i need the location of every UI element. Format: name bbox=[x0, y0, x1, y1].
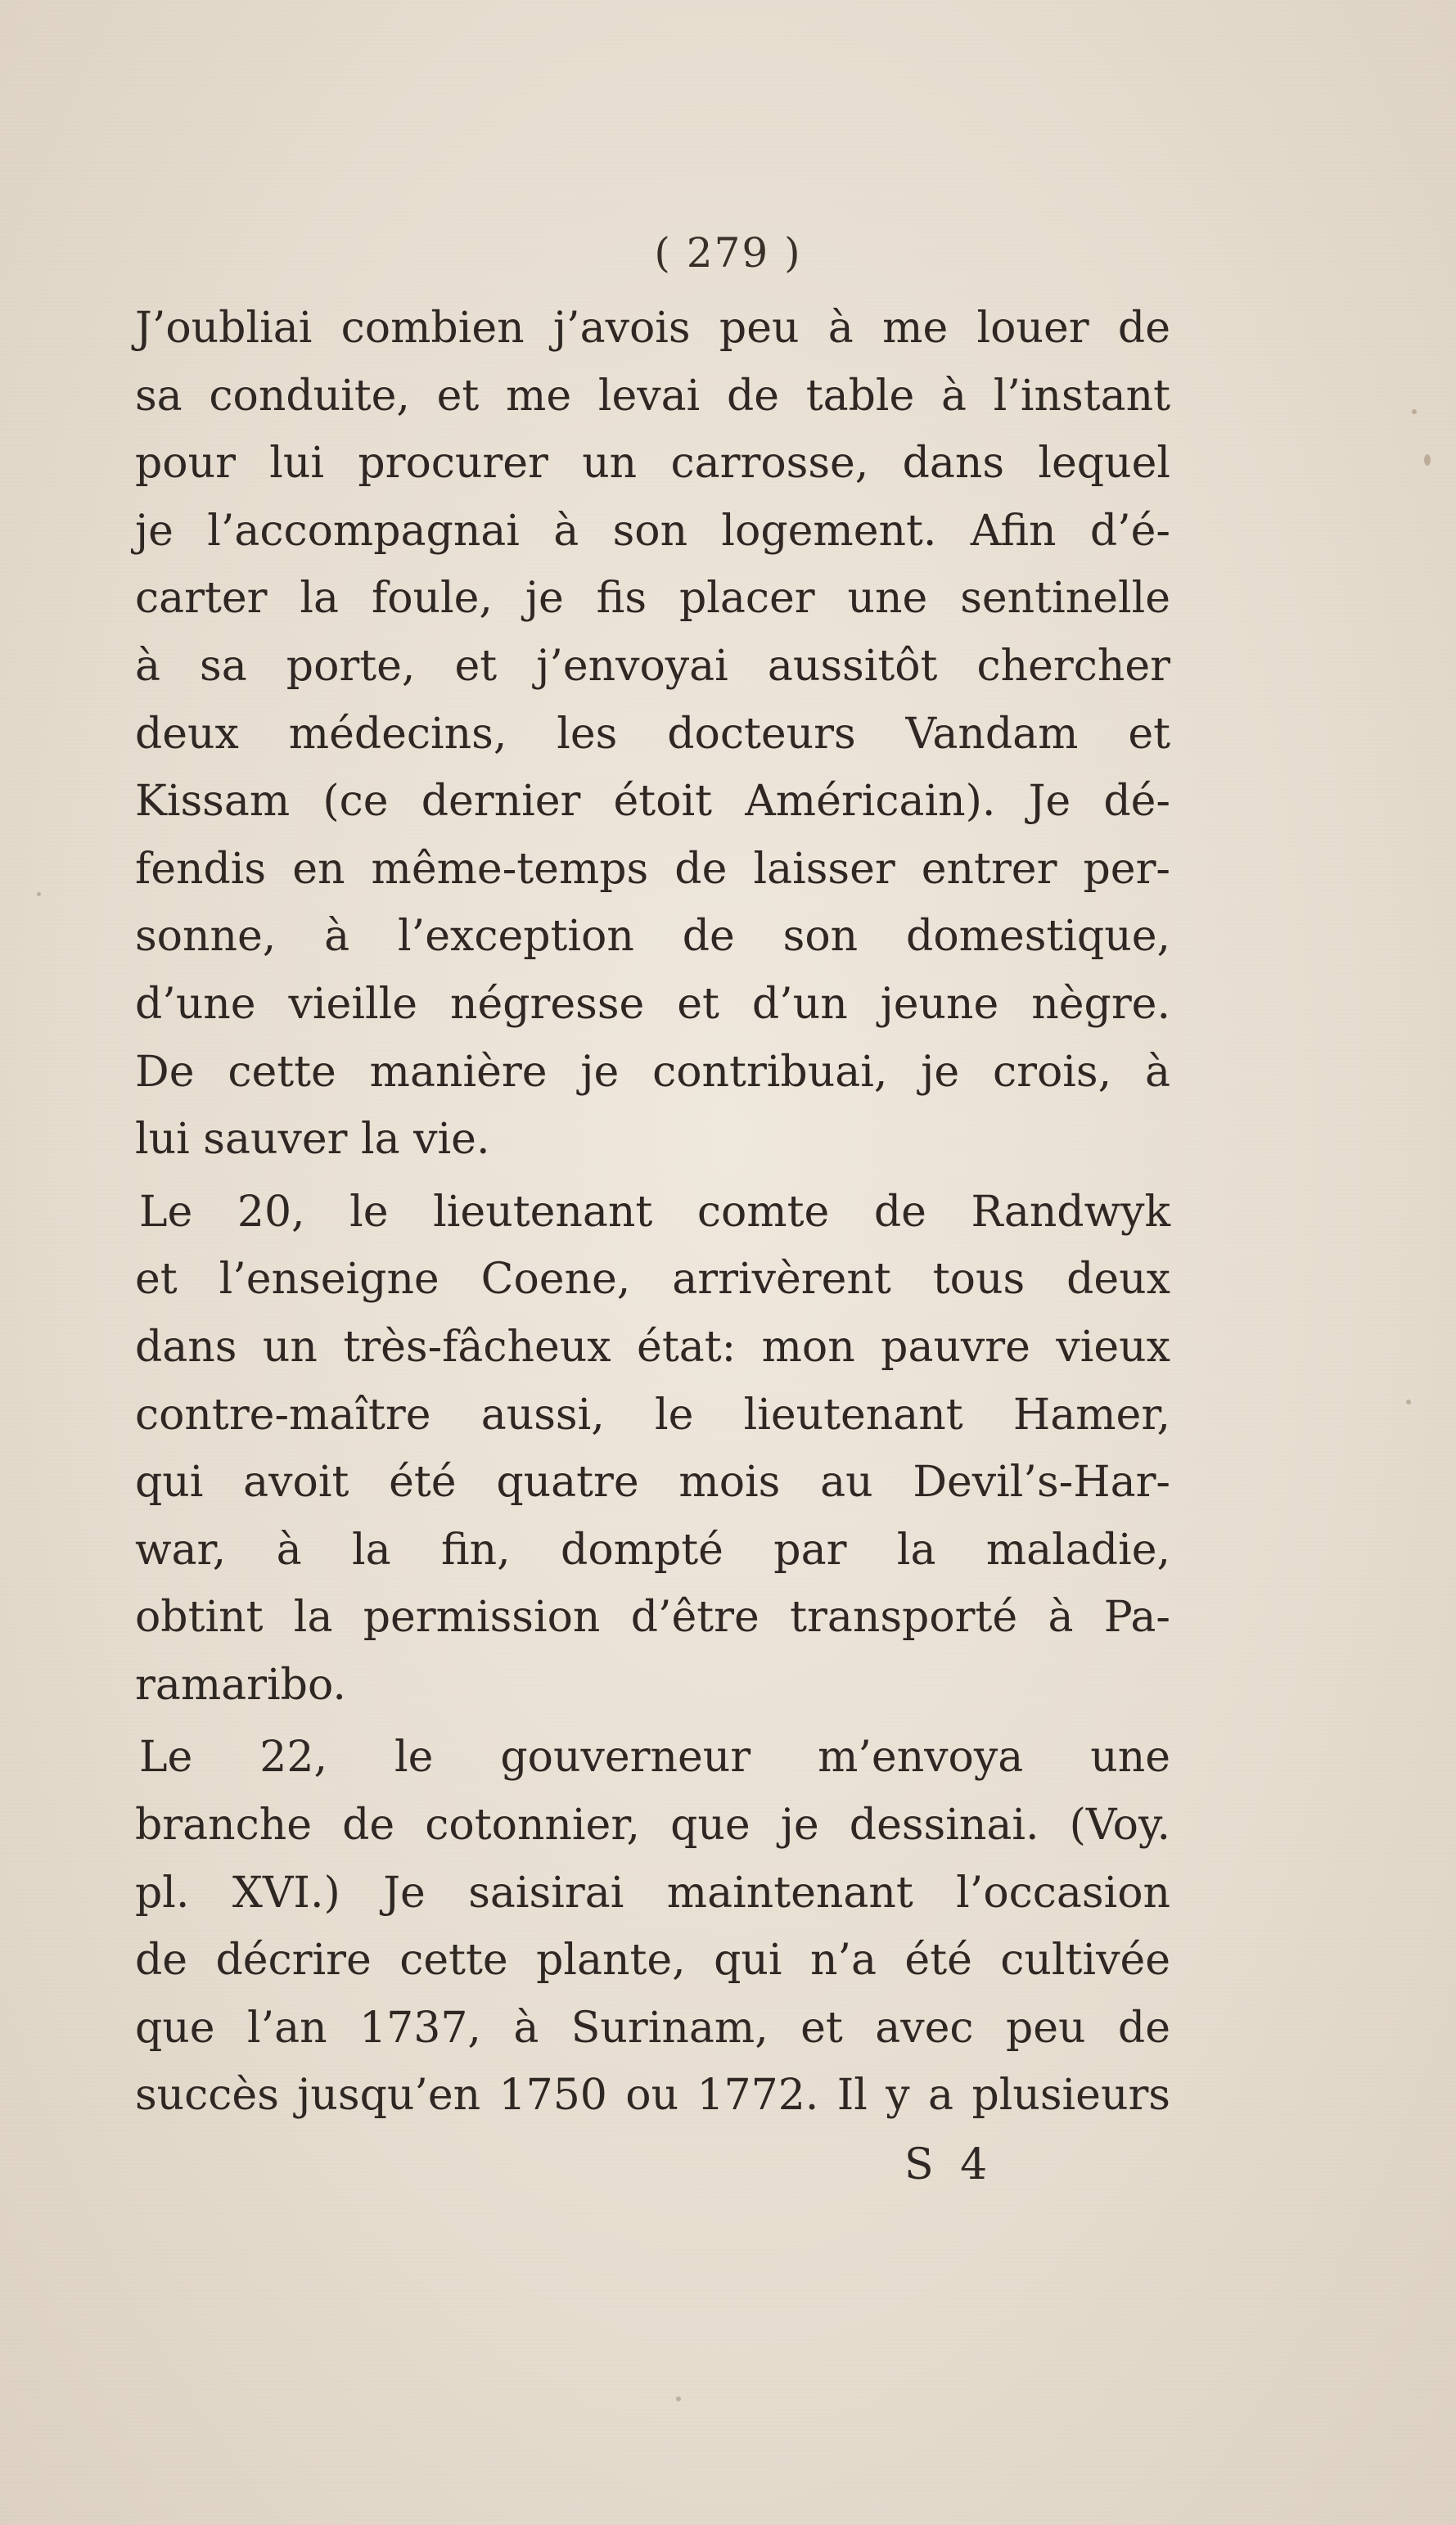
text-line: que l’an 1737, à Surinam, et avec peu de bbox=[135, 2003, 1170, 2053]
signature-mark: S 4 bbox=[904, 2140, 994, 2189]
text-line: Le 22, le gouverneur m’envoya une bbox=[139, 1733, 1170, 1783]
paragraph bbox=[135, 1724, 1170, 2130]
paragraph bbox=[135, 1179, 1170, 1720]
foxing-spot bbox=[1412, 409, 1417, 414]
text-line: war, à la fin, dompté par la maladie, bbox=[135, 1525, 1170, 1575]
foxing-spot bbox=[1424, 454, 1431, 466]
text-line: dans un très-fâcheux état: mon pauvre vieux bbox=[135, 1322, 1170, 1372]
foxing-spot bbox=[37, 892, 41, 896]
text-line: lui sauver la vie. bbox=[135, 1115, 490, 1165]
text-line: de décrire cette plante, qui n’a été cultivée bbox=[135, 1936, 1170, 1986]
text-line: sa conduite, et me levai de table à l’instant bbox=[135, 371, 1170, 421]
text-line: succès jusqu’en 1750 ou 1772. Il y a plusieurs bbox=[135, 2071, 1170, 2121]
text-line: carter la foule, je fis placer une sentinelle bbox=[135, 574, 1170, 624]
text-line: Kissam (ce dernier étoit Américain). Je dé- bbox=[135, 777, 1170, 827]
text-line: branche de cotonnier, que je dessinai. (Voy. bbox=[135, 1801, 1170, 1851]
text-line: qui avoit été quatre mois au Devil’s-Har- bbox=[135, 1458, 1170, 1508]
body-text bbox=[135, 295, 1170, 2130]
text-line: pour lui procurer un carrosse, dans lequel bbox=[135, 439, 1170, 489]
text-line: pl. XVI.) Je saisirai maintenant l’occasion bbox=[135, 1868, 1170, 1918]
foxing-spot bbox=[1406, 1400, 1411, 1405]
page-number: ( 279 ) bbox=[654, 229, 802, 277]
text-line: De cette manière je contribuai, je crois, à bbox=[135, 1047, 1170, 1097]
text-line: sonne, à l’exception de son domestique, bbox=[135, 912, 1170, 962]
text-line: deux médecins, les docteurs Vandam et bbox=[135, 709, 1170, 759]
paragraph bbox=[135, 295, 1170, 1174]
text-line: à sa porte, et j’envoyai aussitôt chercher bbox=[135, 641, 1170, 691]
text-line: je l’accompagnai à son logement. Afin d’é- bbox=[135, 506, 1170, 556]
text-line: et l’enseigne Coene, arrivèrent tous deux bbox=[135, 1255, 1170, 1305]
text-line: J’oubliai combien j’avois peu à me louer de bbox=[135, 304, 1170, 353]
text-line: d’une vieille négresse et d’un jeune nègre. bbox=[135, 979, 1170, 1029]
text-line: Le 20, le lieutenant comte de Randwyk bbox=[139, 1187, 1170, 1237]
text-line: ramaribo. bbox=[135, 1660, 346, 1710]
text-line: contre-maître aussi, le lieutenant Hamer, bbox=[135, 1390, 1170, 1440]
text-line: obtint la permission d’être transporté à Pa- bbox=[135, 1593, 1170, 1643]
foxing-spot bbox=[676, 2396, 681, 2401]
text-line: fendis en même-temps de laisser entrer per- bbox=[135, 844, 1170, 894]
